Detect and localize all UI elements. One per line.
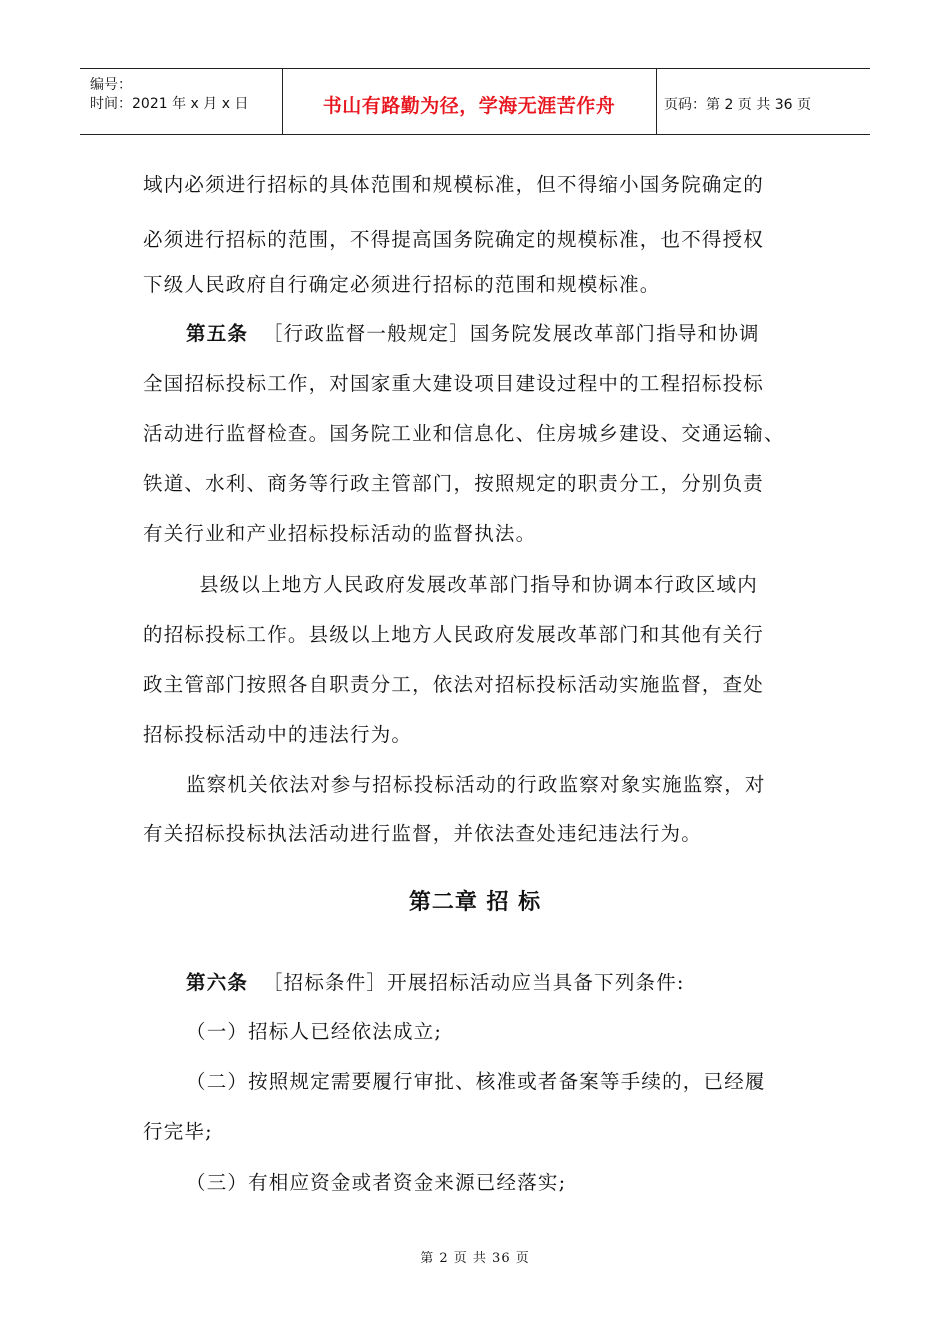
text-line: 县级以上地方人民政府发展改革部门指导和协调本行政区域内: [199, 573, 758, 596]
page-footer: 第 2 页 共 36 页: [420, 1251, 530, 1266]
text-line: 活动进行监督检查。国务院工业和信息化、住房城乡建设、交通运输、: [143, 422, 785, 445]
time-label: 时间：2021 年 x 月 x 日: [90, 96, 249, 112]
header-page-info: 页码：第 2 页 共 36 页: [664, 97, 811, 113]
text-line: 有关行业和产业招标投标活动的监督执法。: [143, 522, 537, 545]
list-item: （二）按照规定需要履行审批、核准或者备案等手续的，已经履: [186, 1070, 766, 1093]
motto-text: 书山有路勤为径，学海无涯苦作舟: [322, 95, 616, 117]
number-label: 编号：: [90, 77, 132, 93]
chapter-title: 第二章 招 标: [408, 890, 542, 915]
article-5-first-line: [186, 306, 866, 361]
text-line: 铁道、水利、商务等行政主管部门，按照规定的职责分工，分别负责: [143, 472, 765, 495]
article-6-heading: ［招标条件］开展招标活动应当具备下列条件:: [262, 971, 685, 994]
text-line: 全国招标投标工作，对国家重大建设项目建设过程中的工程招标投标: [143, 372, 765, 395]
list-item: （三）有相应资金或者资金来源已经落实;: [186, 1171, 567, 1194]
article-6-first-line: [186, 955, 866, 1010]
article-5-heading: ［行政监督一般规定］国务院发展改革部门指导和协调: [262, 322, 760, 345]
text-line: 域内必须进行招标的具体范围和规模标准，但不得缩小国务院确定的: [143, 173, 765, 196]
text-line: 必须进行招标的范围，不得提高国务院确定的规模标准，也不得授权: [143, 228, 765, 251]
text-line: 有关招标投标执法活动进行监督，并依法查处违纪违法行为。: [143, 822, 702, 845]
text-line: 的招标投标工作。县级以上地方人民政府发展改革部门和其他有关行: [143, 623, 765, 646]
page-header: [80, 68, 870, 135]
list-item: 行完毕;: [143, 1120, 213, 1143]
text-line: 招标投标活动中的违法行为。: [143, 723, 413, 746]
text-line: 监察机关依法对参与招标投标活动的行政监察对象实施监察，对: [186, 773, 766, 796]
list-item: （一）招标人已经依法成立;: [186, 1020, 443, 1043]
header-meta-cell: [80, 69, 283, 134]
text-line: 下级人民政府自行确定必须进行招标的范围和规模标准。: [143, 273, 661, 296]
text-line: 政主管部门按照各自职责分工，依法对招标投标活动实施监督，查处: [143, 673, 765, 696]
article-6-label: 第六条: [186, 971, 249, 994]
header-motto-cell: [282, 69, 657, 134]
article-5-label: 第五条: [186, 322, 249, 345]
header-page-cell: [656, 69, 870, 134]
